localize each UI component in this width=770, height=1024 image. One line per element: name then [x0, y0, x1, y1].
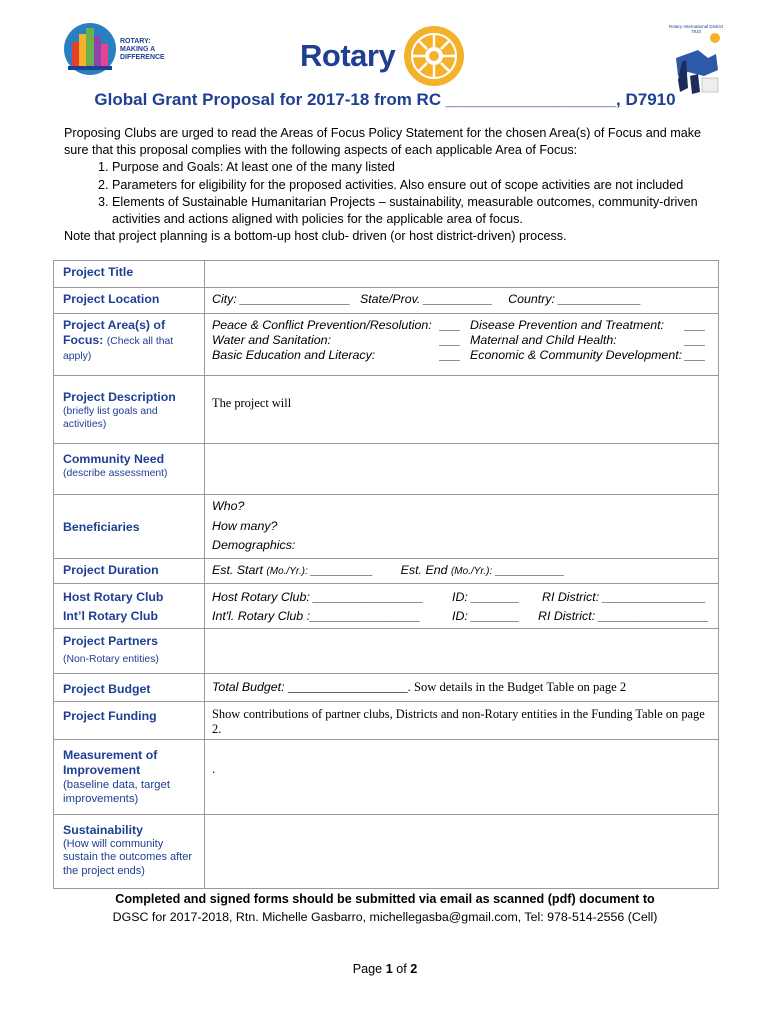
area-option[interactable]: Water and Sanitation: ___ — [212, 333, 461, 347]
intro-lead: Proposing Clubs are urged to read the Areas of Focus Policy Statement for the chosen Area(s) of Focus and make sure that this proposal complies with the following aspects of each applicable Area of Focus: — [64, 126, 702, 158]
area-option[interactable]: Peace & Conflict Prevention/Resolution: ___ — [212, 318, 461, 332]
beneficiary-how-many: How many? — [212, 518, 278, 533]
areas-left-column — [212, 318, 470, 363]
label-project-budget: Project Budget — [54, 673, 205, 701]
rotary-wordmark: Rotary — [300, 38, 396, 73]
intl-club-label: Int’l Rotary Club — [63, 608, 158, 623]
measurement-field[interactable]: . — [205, 739, 719, 814]
project-location-field[interactable] — [205, 288, 719, 314]
intl-club-row[interactable]: Int'l. Rotary Club :________________ ID: _______ RI District: ________________ — [212, 608, 709, 623]
label-community-need — [54, 444, 205, 495]
sustainability-title: Sustainability — [63, 822, 143, 837]
district-logo-text: Rotary International District 7910 — [668, 24, 724, 34]
submission-instructions: Completed and signed forms should be submitted via email as scanned (pdf) document to — [115, 892, 655, 906]
est-end-label: Est. End — [400, 562, 448, 577]
intro-list — [64, 159, 724, 228]
intro-item: 3. Elements of Sustainable Humanitarian Projects – sustainability, measurable outcomes, community-driven activities and actions aligned with policies for the applicable area of focus. — [112, 194, 724, 228]
row-project-funding — [54, 701, 719, 739]
project-funding-field[interactable]: Show contributions of partner clubs, Districts and non-Rotary entities in the Funding Table on page 2. — [205, 701, 719, 739]
community-need-field[interactable] — [205, 444, 719, 495]
row-measurement — [54, 739, 719, 814]
making-a-difference-logo — [64, 20, 169, 78]
est-end-blank[interactable]: __________ — [495, 562, 565, 577]
label-project-duration: Project Duration — [54, 558, 205, 583]
row-sustainability — [54, 814, 719, 888]
label-sustainability — [54, 814, 205, 888]
est-start-label: Est. Start — [212, 562, 263, 577]
beneficiary-who: Who? — [212, 499, 245, 513]
area-option[interactable]: Economic & Community Development: ___ — [470, 348, 706, 362]
label-rotary-clubs — [54, 583, 205, 628]
project-budget-field[interactable] — [205, 673, 719, 701]
page-number: Page 1 of 2 — [352, 962, 418, 976]
label-project-description — [54, 376, 205, 444]
row-project-areas — [54, 314, 719, 376]
contact-info: DGSC for 2017-2018, Rtn. Michelle Gasbarro, michellegasba@gmail.com, Tel: 978-514-2556 (Cell) — [112, 910, 658, 924]
project-partners-field[interactable] — [205, 628, 719, 673]
project-duration-field[interactable] — [205, 558, 719, 583]
host-club-label: Host Rotary Club — [63, 589, 164, 604]
project-areas-sub: (Check all that apply) — [63, 336, 174, 362]
row-beneficiaries — [54, 495, 719, 559]
row-project-budget — [54, 673, 719, 701]
project-description-sub: (briefly list goals and activities) — [63, 406, 158, 430]
project-areas-field — [205, 314, 719, 376]
measurement-title: Measurement of Improvement — [63, 747, 158, 777]
row-project-description — [54, 376, 719, 444]
est-start-unit: (Mo./Yr.): — [266, 565, 308, 577]
host-club-row[interactable]: Host Rotary Club: ________________ ID: _______ RI District: _______________ — [212, 589, 706, 604]
row-rotary-clubs — [54, 583, 719, 628]
row-community-need — [54, 444, 719, 495]
label-project-funding: Project Funding — [54, 701, 205, 739]
location-country[interactable]: Country: ____________ — [508, 292, 642, 306]
intro-item: 2. Parameters for eligibility for the proposed activities. Also ensure out of scope activities are not included — [112, 177, 724, 194]
intro-item: 1. Purpose and Goals: At least one of the many listed — [112, 159, 724, 176]
row-project-partners — [54, 628, 719, 673]
project-title-field[interactable] — [205, 261, 719, 288]
rotary-clubs-field — [205, 583, 719, 628]
label-project-areas — [54, 314, 205, 376]
areas-right-column — [470, 318, 706, 363]
district-7910-logo — [668, 22, 724, 96]
beneficiary-demographics: Demographics: — [212, 538, 296, 552]
measurement-sub: (baseline data, target improvements) — [63, 778, 171, 805]
page-title: Global Grant Proposal for 2017-18 from RC __________________, D7910 — [94, 90, 676, 109]
label-project-partners — [54, 628, 205, 673]
label-measurement — [54, 739, 205, 814]
budget-value: ___________________. Sow details in the Budget Table on page 2 — [288, 679, 627, 694]
community-need-title: Community Need — [63, 452, 165, 466]
row-project-title — [54, 261, 719, 288]
row-project-location — [54, 288, 719, 314]
area-option[interactable]: Maternal and Child Health: ___ — [470, 333, 706, 347]
rotary-wheel-icon — [402, 24, 466, 88]
community-need-sub: (describe assessment) — [63, 468, 168, 479]
sustainability-field[interactable] — [205, 814, 719, 888]
project-partners-sub: (Non-Rotary entities) — [63, 653, 159, 665]
project-description-field[interactable]: The project will — [205, 376, 719, 444]
area-option[interactable]: Basic Education and Literacy: ___ — [212, 348, 461, 362]
row-project-duration — [54, 558, 719, 583]
location-city[interactable]: City: ________________ — [212, 292, 351, 306]
budget-label: Total Budget: — [212, 679, 285, 694]
est-end-unit: (Mo./Yr.): — [450, 565, 493, 577]
beneficiaries-field[interactable] — [205, 495, 719, 559]
project-description-title: Project Description — [63, 390, 176, 404]
intro-note: Note that project planning is a bottom-up host club- driven (or host district-driven) process. — [64, 229, 567, 244]
label-project-title: Project Title — [54, 261, 205, 288]
project-partners-title: Project Partners — [63, 633, 159, 648]
intro-text — [64, 125, 724, 245]
making-a-difference-text: ROTARY: MAKING A DIFFERENCE — [120, 38, 165, 61]
project-areas-title: Project Area(s) of Focus: — [63, 318, 166, 347]
location-state[interactable]: State/Prov. __________ — [359, 292, 493, 306]
proposal-form-table — [53, 260, 719, 889]
label-beneficiaries: Beneficiaries — [54, 495, 205, 559]
label-project-location: Project Location — [54, 288, 205, 314]
sustainability-sub: (How will community sustain the outcomes after the project ends) — [63, 837, 193, 877]
est-start-blank[interactable]: _________ — [311, 562, 374, 577]
rotary-logo — [300, 24, 468, 88]
area-option[interactable]: Disease Prevention and Treatment: ___ — [470, 318, 706, 332]
